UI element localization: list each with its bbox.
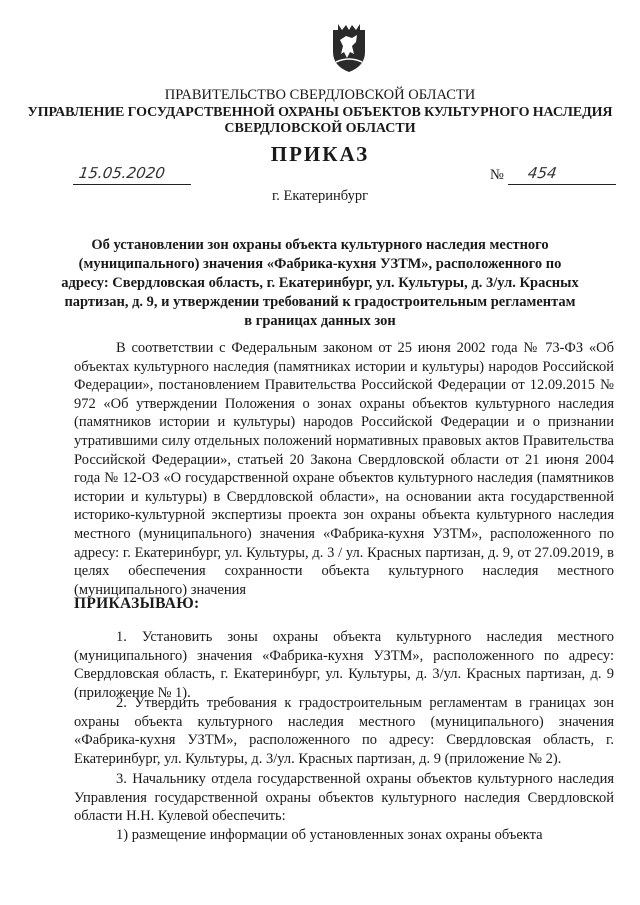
order-word: ПРИКАЗЫВАЮ:	[74, 595, 200, 612]
preamble-paragraph: В соответствии с Федеральным законом от 25 июня 2002 года № 73-ФЗ «Об объектах культурного наследия (памятниках истории и культуры) народов Российской Федерации», постановлением Правительства Российской Федерации от 12.09.2015 № 972 «Об утверждении Положения о зонах охраны объектов культурного наследия (памятников истории и культуры) народов Российской Федерации и о признании утратившими силу отдельных положений нормативных правовых актов Правительства Российской Федерации», статьей 20 Закона Свердловской области от 21 июня 2004 года № 12-ОЗ «О государственной охране объектов культурного наследия (памятников истории и культуры) в Свердловской области», на основании акта государственной историко-культурной экспертизы проекта зон охраны объекта культурного наследия местного (муниципального) значения «Фабрика-кухня УЗТМ», расположенного по адресу: г. Екатеринбург, ул. Культуры, д. 3 / ул. Красных партизан, д. 9, от 27.09.2019, в целях обеспечения сохранности объекта культурного наследия местного (муниципального) значения	[74, 340, 614, 598]
order-title: Об установлении зон охраны объекта культурного наследия местного (муниципального) значения «Фабрика-кухня УЗТМ», расположенного по адресу: Свердловская область, г. Екатеринбург, ул. Культуры, д. 3/ул. Красных партизан, д. 9, и утверждении требований к градостроительным регламентам в границах данных зон	[61, 237, 579, 329]
number-label: №	[490, 167, 504, 183]
order-item-1: 1. Установить зоны охраны объекта культурного наследия местного (муниципального) значения «Фабрика-кухня УЗТМ», расположенного по адресу: Свердловская область, г. Екатеринбург, ул. Культуры, д. 3/ул. Красных партизан, д. 9 (приложение № 1).	[74, 629, 614, 701]
number-field	[508, 164, 616, 185]
date-field	[73, 164, 191, 185]
handwritten-date: 15.05.2020	[77, 164, 167, 182]
department-name-line1: УПРАВЛЕНИЕ ГОСУДАРСТВЕННОЙ ОХРАНЫ ОБЪЕКТОВ КУЛЬТУРНОГО НАСЛЕДИЯ	[27, 105, 613, 120]
coat-of-arms-icon	[330, 22, 368, 74]
department-name-line2: СВЕРДЛОВСКОЙ ОБЛАСТИ	[224, 121, 416, 136]
order-item-3: 3. Начальнику отдела государственной охраны объектов культурного наследия Управления государственной охраны объектов культурного наследия Свердловской области Н.Н. Кулевой обеспечить:	[74, 771, 614, 825]
document-type: ПРИКАЗ	[270, 142, 370, 166]
government-name: ПРАВИТЕЛЬСТВО СВЕРДЛОВСКОЙ ОБЛАСТИ	[164, 87, 476, 103]
order-item-2: 2. Утвердить требования к градостроительным регламентам в границах зон охраны объекта культурного наследия местного (муниципального) значения «Фабрика-кухня УЗТМ», расположенного по адресу: Свердловская область, г. Екатеринбург, ул. Культуры, д. 3/ул. Красных партизан, д. 9 (приложение № 2).	[74, 695, 614, 767]
handwritten-number: 454	[526, 164, 558, 182]
city: г. Екатеринбург	[271, 188, 369, 204]
order-subitem-1: 1) размещение информации об установленных зонах охраны объекта	[116, 827, 543, 843]
